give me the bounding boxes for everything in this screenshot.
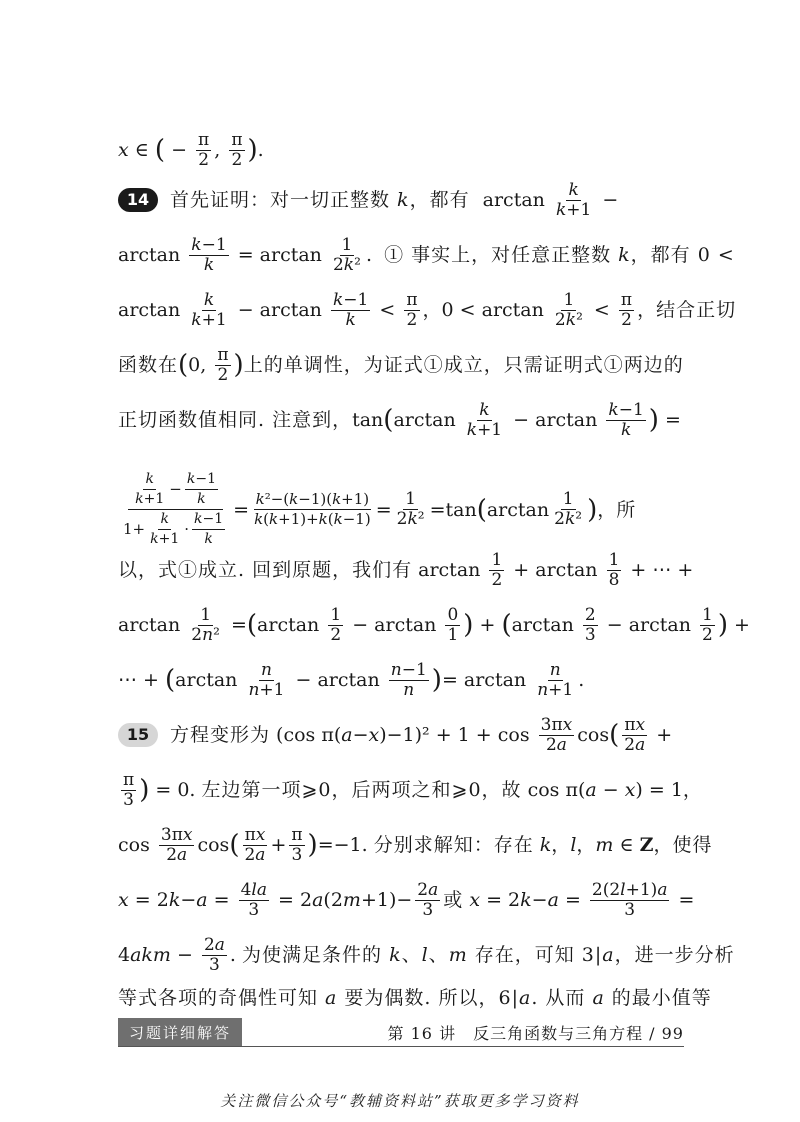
text-line-12: $\frac{\pi}{3}$ ) = 0. 左边第一项⩾0，后两项之和⩾0，故 cos π( a − x ) = 1， — [123, 769, 702, 810]
text-line-15: 4 akm − $\frac{2a}{3}$ . 为使满足条件的 k、l、m 存在，可知 3|a，进一步分析 — [118, 934, 735, 975]
problem-15-badge: 15 — [118, 723, 158, 747]
footer-divider — [118, 1046, 684, 1047]
text-line-4: arctan $\frac{k}{k+1}$ − arctan $\frac{k-1}{k}$ < $\frac{\pi}{2}$ ，0 < arctan $\frac{1}{\text{2k²}}$ < $\frac{\pi}{2}$ ， 结合正切 — [118, 289, 737, 330]
text-line-5: 函数在 ( 0, $\frac{\pi}{2}$ ) 上的单调性，为证式①成立，只需证明式①两边的 — [118, 344, 684, 385]
section-tag: 习题详细解答 — [118, 1018, 242, 1046]
text-line-10: ⋯ + ( arctan $\frac{n}{n+1}$ − arctan $\frac{n-1}{n}$ ) = arctan $\frac{n}{n+1}$ . — [118, 659, 585, 700]
chapter-page-label: 第 16 讲 反三角函数与三角方程 / 99 — [387, 1023, 684, 1043]
text-line-16: 等式各项的奇偶性可知 a 要为偶数. 所以，6|a. 从而 a 的最小值等 — [118, 987, 712, 1009]
text-line-6: 正切函数值相同. 注意到， tan ( arctan $\frac{k}{k+1}$ − arctan $\frac{k-1}{k}$ ) = — [118, 399, 681, 440]
text-line-8: 以，式①成立. 回到原题，我们有 arctan $\frac{1}{2}$ + arctan $\frac{1}{8}$ + ⋯ + — [118, 549, 694, 590]
text-line-1: x ∈ ( − $\frac{\pi}{2}$ , $\frac{\pi}{2}$ ) . — [118, 129, 264, 170]
text-line-3: arctan $\frac{k-1}{k}$ = arctan $\frac{1}{\text{2k²}}$ . ① 事实上，对任意正整数 k，都有 0 < — [118, 234, 735, 275]
text-line-14: x = 2 k − a = $\frac{4la}{3}$ = 2 a (2 m +1)− $\frac{2a}{3}$ 或 x = 2 k − a = $\frac{2(2l+1)a}{3}$ = — [118, 879, 695, 920]
text-line-9: arctan $\frac{1}{\text{2n²}}$ = ( arctan $\frac{1}{2}$ − arctan $\frac{0}{1}$ ) + ( arctan $\frac{2}{3}$ − arctan $\frac{1}{2}$ ) + — [118, 604, 750, 645]
problem-14-badge: 14 — [118, 188, 158, 212]
text-line-11: 15 方程变形为 (cos π( a − x )−1)² + 1 + cos $\frac{3\pi x}{2a}$ cos ( $\frac{\pi x}{2a}$ + — [118, 715, 684, 755]
text-line-13: cos $\frac{3\pi x}{2a}$ cos ( $\frac{\pi x}{2a}$ + $\frac{\pi}{3}$ ) =−1. 分别求解知：存在 k ， l ， m ∈ Z ， 使得 — [118, 824, 713, 865]
text-line-7: $\frac{k}{k+1}$ − $\frac{k-1}{k}$ 1+ $\frac{k}{k+1}$ · $\frac{k-1}{k}$ = $\frac{\text{k²−(k−1)(k+1)}}{k(k+1)+k(k-1)}$ = $\frac{1}{\text{2k²}}$ =tan ( arctan $\frac{1}{\text{2k²}}$ ) ，所 — [123, 471, 636, 547]
text-line-2: 14 首先证明：对一切正整数 k，都有 arctan $\frac{k}{k+1}$ − — [118, 180, 684, 220]
watermark-note: 关注微信公众号“教辅资料站”获取更多学习资料 — [220, 1092, 580, 1110]
